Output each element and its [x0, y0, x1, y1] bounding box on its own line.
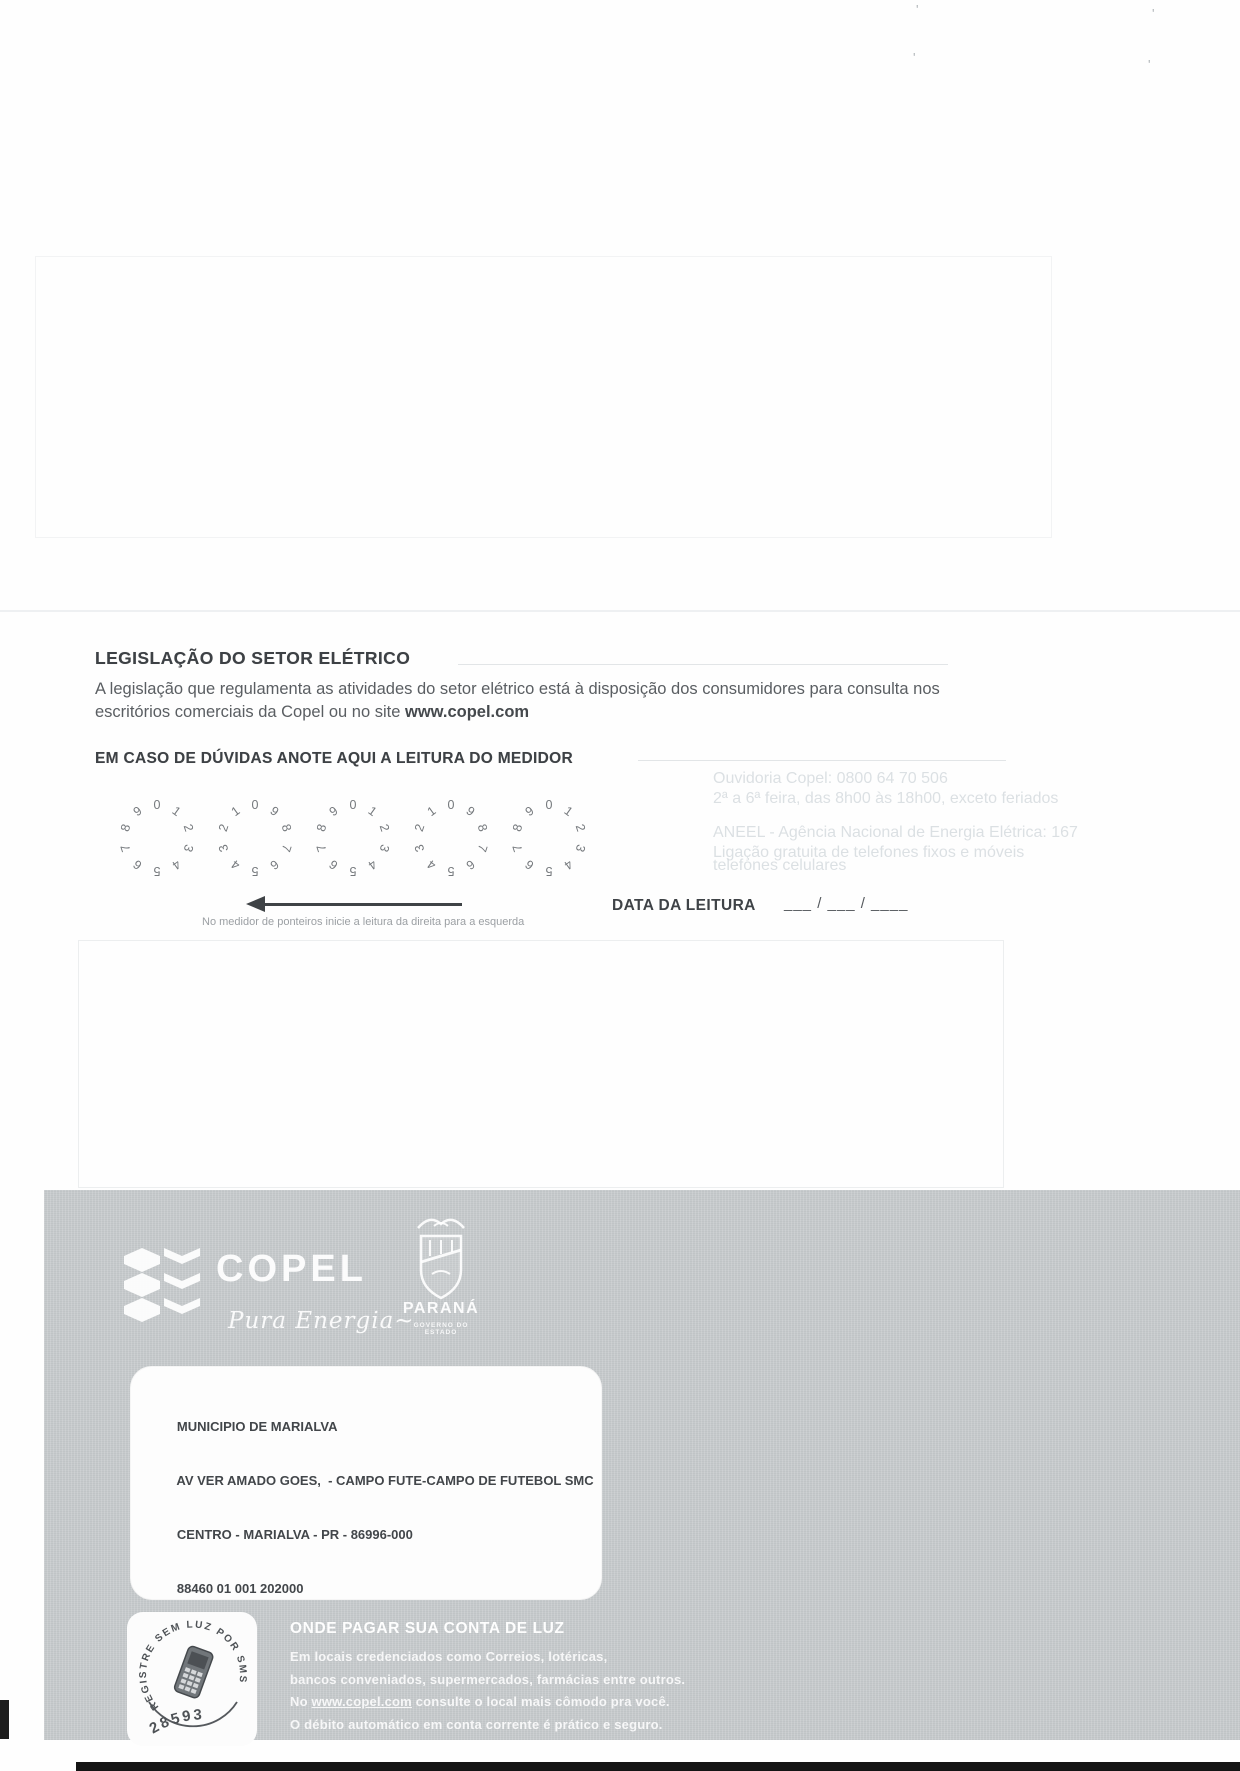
dial-digit: 1 — [561, 803, 576, 820]
dial-digit: 0 — [447, 798, 455, 812]
scan-separator-line — [0, 610, 1240, 612]
envelope-panel — [44, 1190, 1240, 1740]
copel-site-link-text: www.copel.com — [311, 1694, 412, 1709]
address-line: MUNICIPIO DE MARIALVA — [176, 1419, 338, 1434]
dial-digit: 6 — [463, 856, 478, 873]
dial-digit: 3 — [180, 842, 197, 854]
dial-digit: 2 — [376, 822, 393, 834]
ouvidoria-hours-text: 2ª a 6ª feira, das 8h00 às 18h00, exceto feriados — [713, 790, 1059, 807]
payment-line3-prefix: No — [290, 1694, 312, 1709]
copel-tagline: Pura Energia~ — [228, 1308, 415, 1334]
dial-digit: 3 — [215, 842, 232, 854]
address-window — [130, 1366, 602, 1600]
dial-digit: 2 — [180, 822, 197, 834]
dial-digit: 0 — [349, 798, 357, 812]
dial-digit: 9 — [130, 803, 145, 820]
legislation-heading: LEGISLAÇÃO DO SETOR ELÉTRICO — [95, 648, 411, 668]
dial-digit: 8 — [117, 822, 134, 834]
dial-digit: 4 — [169, 856, 184, 873]
dial-digit: 7 — [313, 842, 330, 854]
parana-subtitle: GOVERNO DO ESTADO — [413, 1322, 469, 1336]
dial-digit: 4 — [561, 856, 576, 873]
dial-digit: 9 — [326, 803, 341, 820]
dial-digit: 2 — [215, 822, 232, 834]
payment-line: O débito automático em conta corrente é prático e seguro. — [290, 1716, 663, 1732]
parana-coat-of-arms-icon — [408, 1216, 474, 1308]
dial-digit: 7 — [474, 842, 491, 854]
left-arrow-icon — [246, 896, 265, 912]
legislation-line1: A legislação que regulamenta as atividades do setor elétrico está à disposição dos consumidores para consulta nos — [95, 680, 940, 698]
address-line: 88460 01 001 202000 — [176, 1581, 304, 1596]
dial-digit: 6 — [267, 856, 282, 873]
copel-wordmark: COPEL — [216, 1248, 367, 1290]
dial-digit: 8 — [474, 822, 491, 834]
parana-wordmark: PARANÁ — [402, 1300, 480, 1317]
scan-artifact: ' — [916, 2, 919, 17]
dial-digit: 2 — [572, 822, 589, 834]
dial-digit: 5 — [447, 864, 455, 878]
left-arrow-line — [262, 903, 462, 906]
date-of-reading-label: DATA DA LEITURA — [612, 897, 756, 914]
copel-logo-icon — [122, 1246, 202, 1324]
dial-digit: 9 — [463, 803, 478, 820]
aneel-phone-text: ANEEL - Agência Nacional de Energia Elétrica: 167 — [713, 824, 1078, 841]
sms-code-number: 28593 — [146, 1706, 205, 1738]
leader-line — [638, 760, 1006, 761]
payment-line: Em locais credenciados como Correios, lotéricas, — [290, 1649, 608, 1664]
scan-bottom-bar — [76, 1762, 1240, 1771]
dial-digit: 3 — [376, 842, 393, 854]
dial-digit: 0 — [251, 798, 259, 812]
mobile-phone-icon — [173, 1645, 214, 1699]
address-line: CENTRO - MARIALVA - PR - 86996-000 — [176, 1527, 413, 1542]
dial-digit: 4 — [365, 856, 380, 873]
dial-digit: 2 — [411, 822, 428, 834]
dial-digit: 1 — [228, 803, 243, 820]
scan-artifact: ' — [1148, 57, 1151, 72]
dial-digit: 8 — [278, 822, 295, 834]
dial-digit: 3 — [572, 842, 589, 854]
sms-stamp-graphic — [118, 1599, 268, 1749]
payment-heading: ONDE PAGAR SUA CONTA DE LUZ — [290, 1620, 565, 1637]
copel-site-text: www.copel.com — [404, 703, 530, 721]
legislation-line2: escritórios comerciais da Copel ou no site — [95, 703, 405, 721]
dial-digit: 1 — [169, 803, 184, 820]
dial-digit: 0 — [153, 798, 161, 812]
faint-content-box — [78, 940, 1004, 1188]
sms-ring-text: REGISTRE SEM LUZ POR SMS — [137, 1619, 249, 1713]
dial-digit: 5 — [153, 864, 161, 878]
dial-digit: 7 — [509, 842, 526, 854]
payment-line3-suffix: consulte o local mais cômodo pra você. — [411, 1694, 670, 1709]
sms-registration-stamp — [127, 1612, 257, 1746]
dial-digit: 0 — [545, 798, 553, 812]
dial-digit: 8 — [313, 822, 330, 834]
address-line: AV VER AMADO GOES, - CAMPO FUTE-CAMPO DE FUTEBOL SMC — [176, 1473, 594, 1488]
leader-line — [458, 664, 948, 665]
dial-digit: 6 — [326, 856, 341, 873]
recipient-address — [148, 1386, 594, 1629]
dial-digit: 7 — [117, 842, 134, 854]
legislation-paragraph — [95, 678, 940, 724]
scan-edge-mark — [0, 1700, 9, 1739]
dial-digit: 5 — [251, 864, 259, 878]
dial-digit: 4 — [424, 856, 439, 873]
dial-digit: 4 — [228, 856, 243, 873]
dial-digit: 3 — [411, 842, 428, 854]
aneel-note-text: telefones celulares — [713, 857, 847, 874]
dial-digit: 5 — [349, 864, 357, 878]
dial-digit: 9 — [267, 803, 282, 820]
dial-digit: 9 — [522, 803, 537, 820]
dial-digit: 6 — [522, 856, 537, 873]
ouvidoria-phone-text: Ouvidoria Copel: 0800 64 70 506 — [713, 770, 948, 787]
dial-digit: 7 — [278, 842, 295, 854]
dial-digit: 1 — [365, 803, 380, 820]
reading-direction-note: No medidor de ponteiros inicie a leitura da direita para a esquerda — [202, 916, 525, 928]
dial-digit: 8 — [509, 822, 526, 834]
scan-artifact: ' — [1152, 6, 1155, 21]
meter-reading-heading: EM CASO DE DÚVIDAS ANOTE AQUI A LEITURA DO MEDIDOR — [95, 750, 574, 767]
aneel-note-text: Ligação gratuita de telefones fixos e móveis — [713, 844, 1025, 861]
scan-artifact: ' — [913, 50, 916, 65]
dial-digit: 1 — [424, 803, 439, 820]
payment-info-block — [290, 1620, 990, 1736]
faint-form-box — [35, 256, 1052, 538]
payment-line — [290, 1691, 990, 1714]
dial-digit: 5 — [545, 864, 553, 878]
dial-digit: 6 — [130, 856, 145, 873]
payment-line: bancos conveniados, supermercados, farmácias entre outros. — [290, 1671, 686, 1687]
date-of-reading-blanks: ___ / ___ / ____ — [784, 895, 909, 912]
